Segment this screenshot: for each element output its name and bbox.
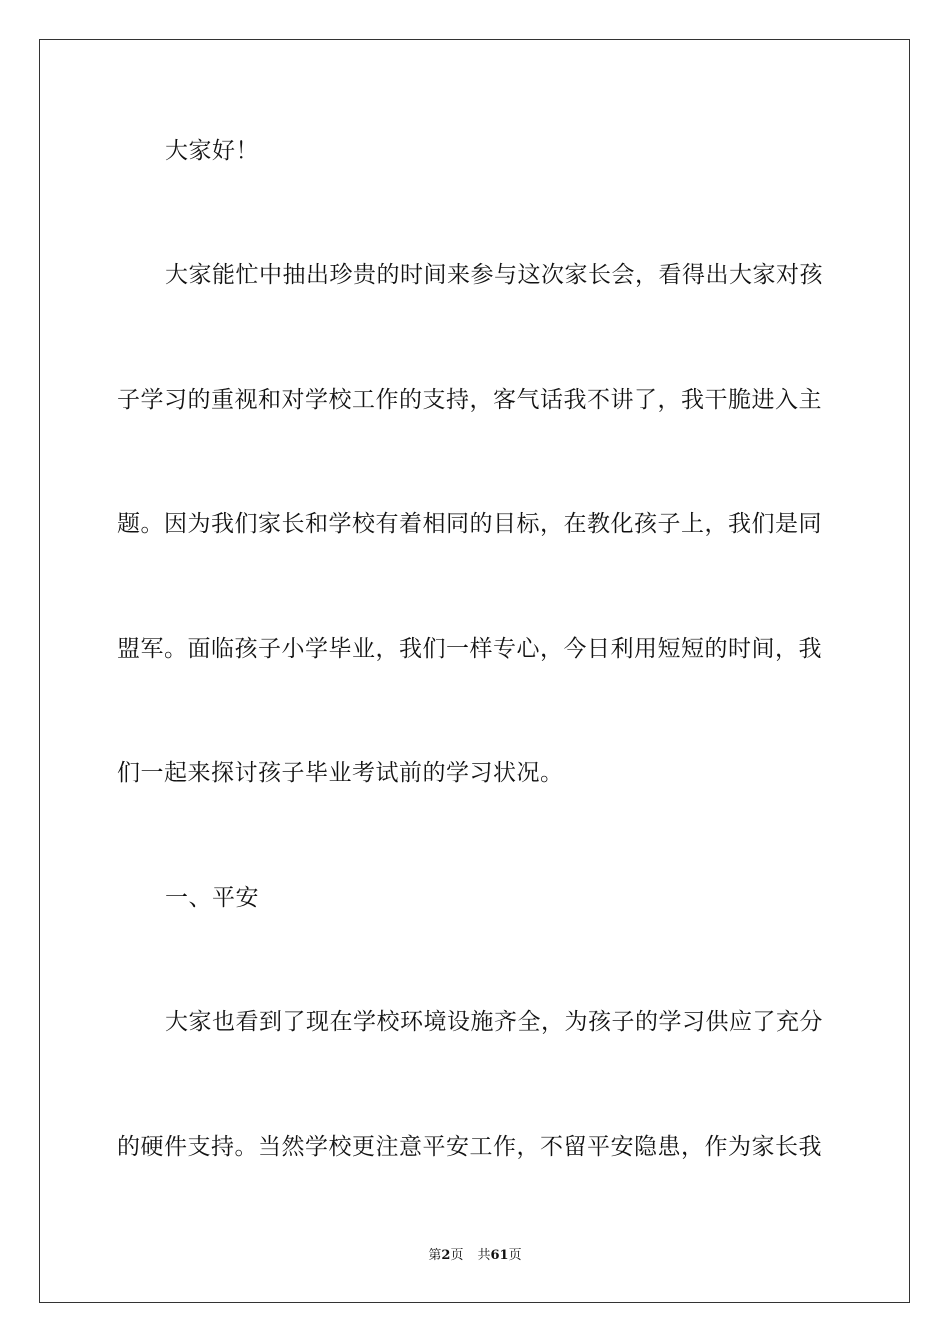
total-prefix: 共 [477, 1248, 491, 1263]
paragraph-1-line-2: 子学习的重视和对学校工作的支持，客气话我不讲了，我干脆进入主 [117, 387, 822, 413]
total-suffix: 页 [508, 1248, 522, 1263]
page-border [39, 39, 910, 1303]
paragraph-1-line-3: 题。因为我们家长和学校有着相同的目标，在教化孩子上，我们是同 [117, 511, 822, 537]
section-heading-safety: 一、平安 [165, 885, 259, 911]
paragraph-2-line-1: 大家也看到了现在学校环境设施齐全，为孩子的学习供应了充分 [165, 1009, 823, 1035]
paragraph-2-line-2: 的硬件支持。当然学校更注意平安工作，不留平安隐患，作为家长我 [117, 1134, 822, 1160]
total-pages: 61 [490, 1248, 509, 1263]
greeting-line: 大家好！ [165, 138, 259, 164]
paragraph-1-line-5: 们一起来探讨孩子毕业考试前的学习状况。 [117, 760, 564, 786]
page-suffix: 页 [450, 1248, 464, 1263]
page-prefix: 第 [428, 1248, 442, 1263]
page-number: 2 [441, 1248, 451, 1263]
page-footer [0, 1247, 950, 1265]
paragraph-1-line-1: 大家能忙中抽出珍贵的时间来参与这次家长会，看得出大家对孩 [165, 262, 823, 288]
paragraph-1-line-4: 盟军。面临孩子小学毕业，我们一样专心，今日利用短短的时间，我 [117, 636, 822, 662]
